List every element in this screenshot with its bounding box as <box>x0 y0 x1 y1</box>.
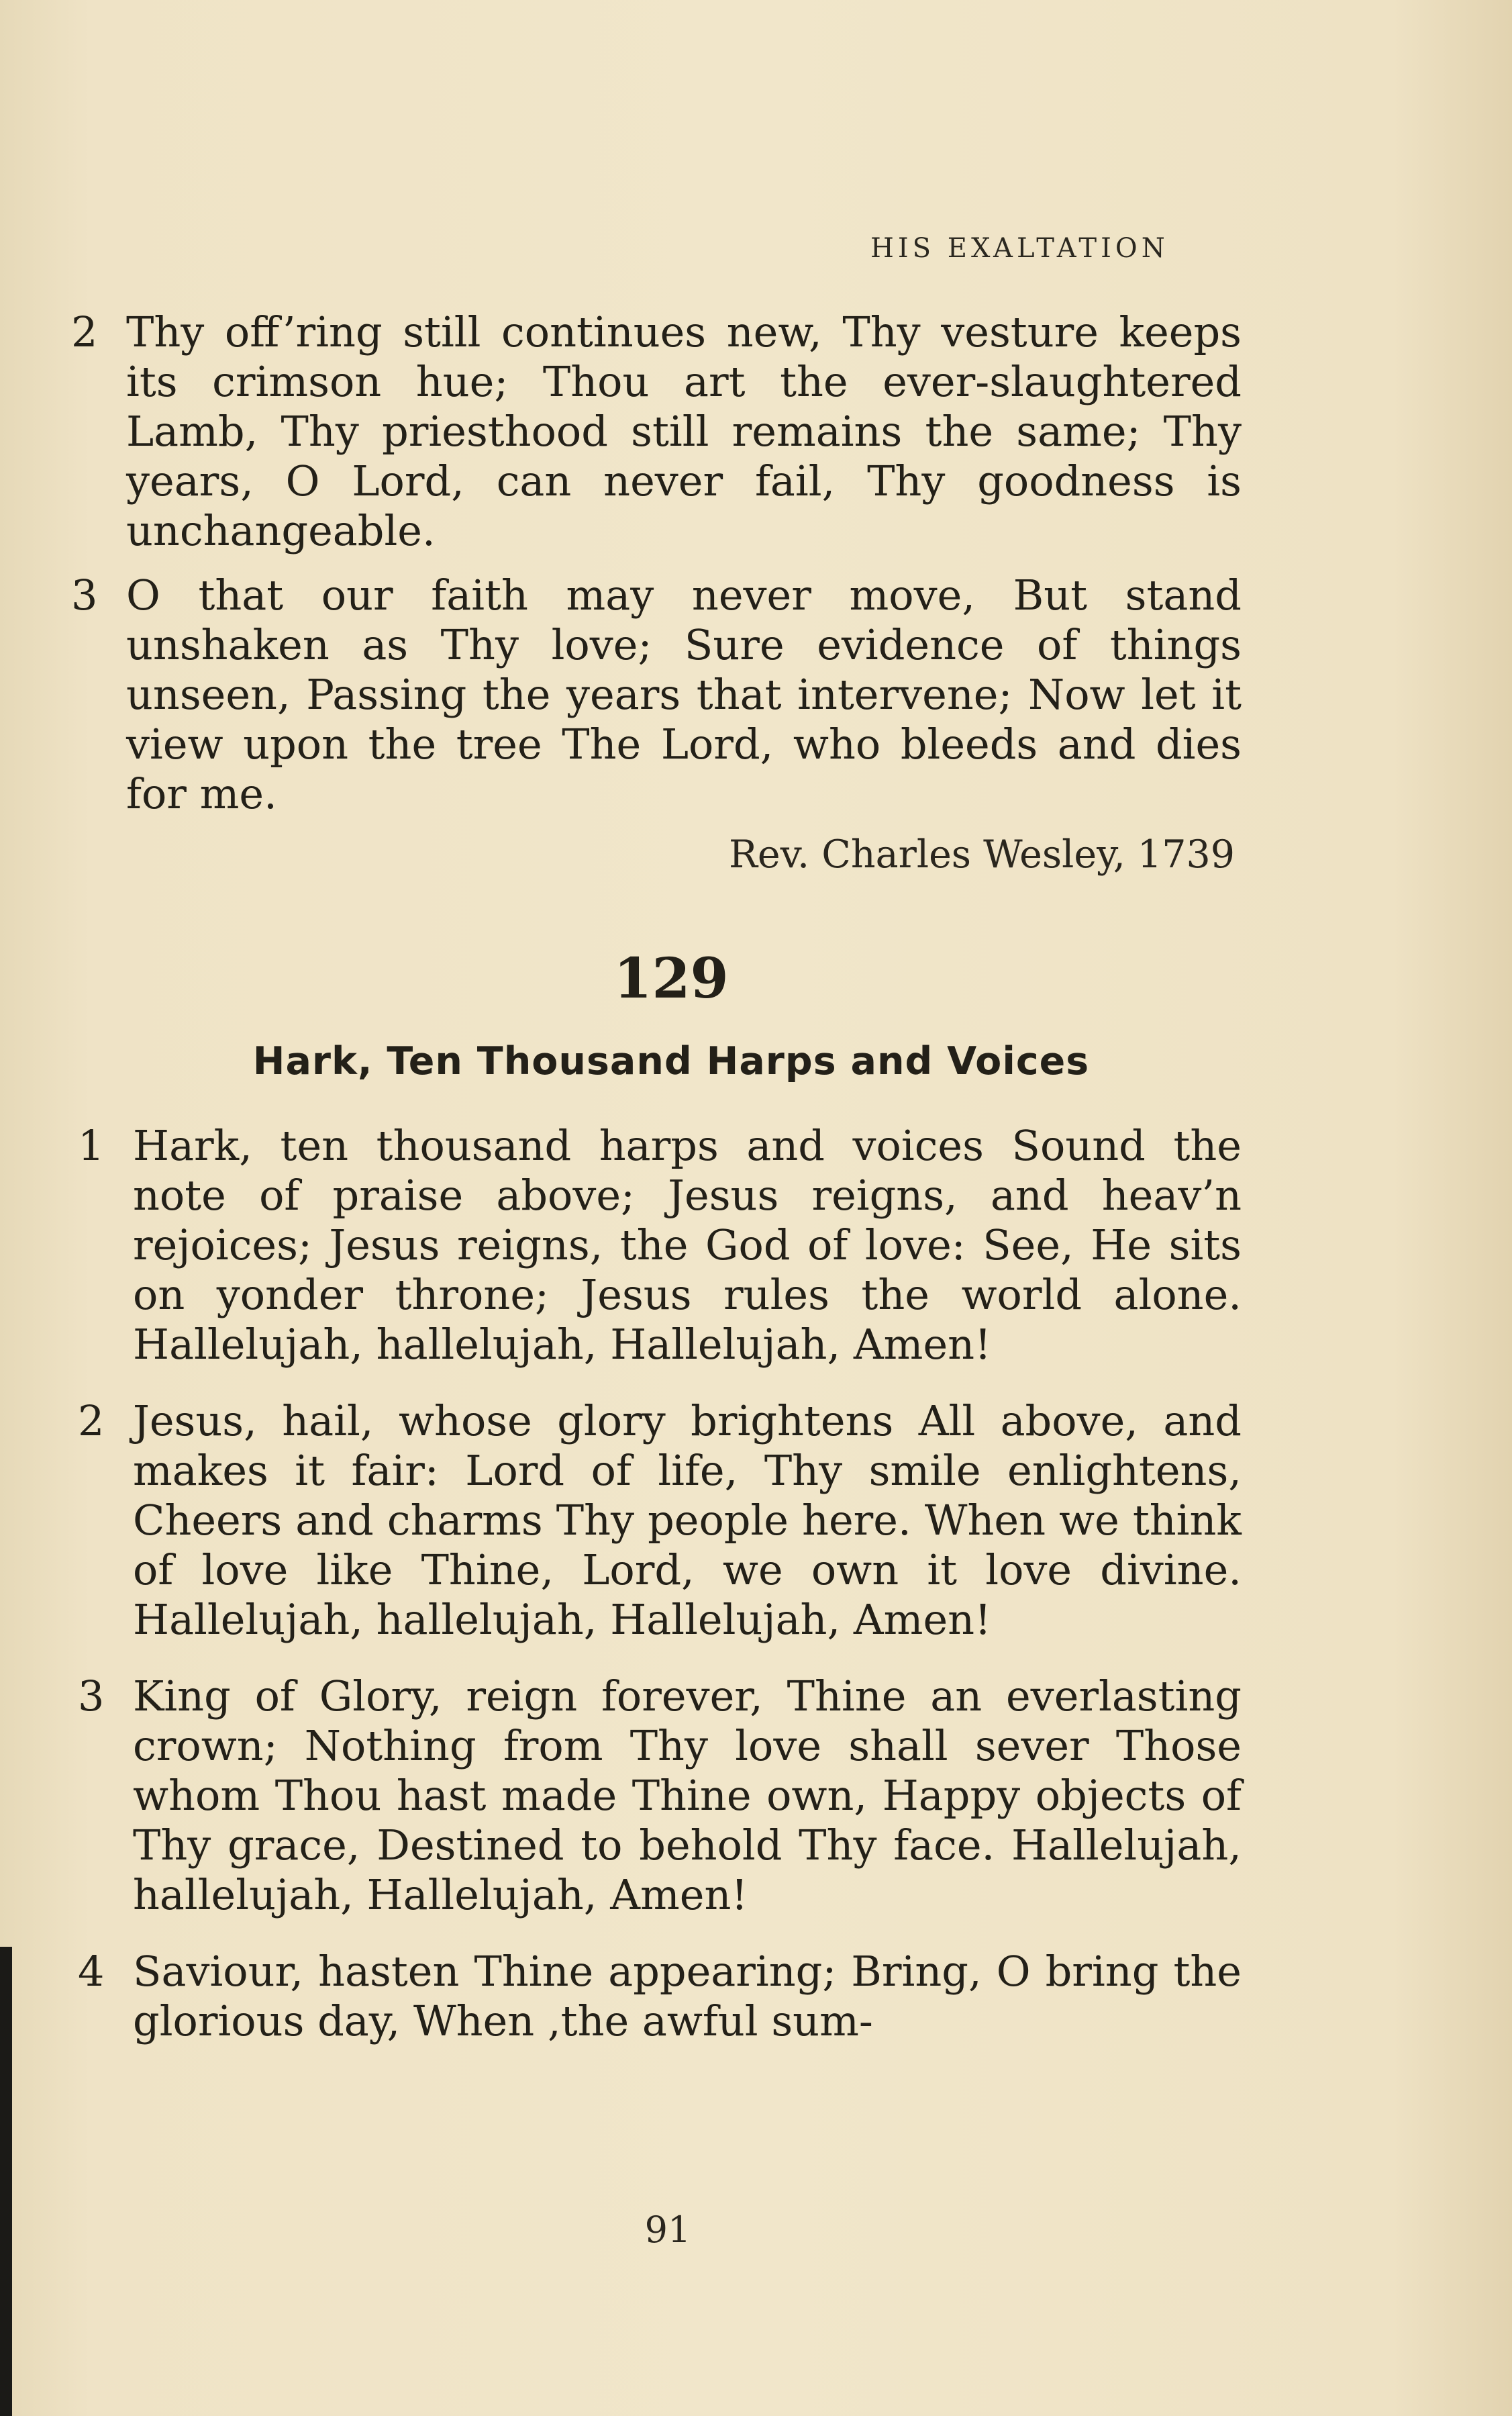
stanza-text: Jesus, hail, whose glory brightens All above, and makes it fair: Lord of life, Thy smile enlightens, Cheers and charms Thy people here. When we think of love like Thine, Lord, we own it love divine. Hallelujah, hallelujah, Hallelujah, Amen! <box>133 1396 1242 1644</box>
hymn-stanzas <box>72 1121 1242 2046</box>
stanza-text: Saviour, hasten Thine appearing; Bring, O bring the glorious day, When ,the awful sum- <box>133 1947 1242 2045</box>
running-header: HIS EXALTATION <box>870 233 1169 264</box>
stanza-number: 4 <box>78 1947 105 1996</box>
book-binding-edge <box>0 1947 12 2416</box>
previous-hymn-stanzas <box>66 307 1242 819</box>
stanza-4 <box>72 1947 1242 2046</box>
stanza-2 <box>66 307 1242 556</box>
stanza-3 <box>66 571 1242 819</box>
stanza-number: 1 <box>78 1121 105 1170</box>
stanza-text: O that our faith may never move, But stand unshaken as Thy love; Sure evidence of things unseen, Passing the years that intervene; Now let it view upon the tree The Lord, who bleeds and dies for me. <box>126 571 1242 818</box>
stanza-number: 3 <box>71 571 98 620</box>
stanza-3 <box>72 1672 1242 1920</box>
hymn-title: Hark, Ten Thousand Harps and Voices <box>252 1039 1090 1083</box>
stanza-text: Thy off’ring still continues new, Thy vesture keeps its crimson hue; Thou art the ever-slaughtered Lamb, Thy priesthood still remains the same; Thy years, O Lord, can never fail, Thy goodness is unchangeable. <box>126 307 1242 555</box>
stanza-text: Hark, ten thousand harps and voices Sound the note of praise above; Jesus reigns, and heav’n rejoices; Jesus reigns, the God of love: See, He sits on yonder throne; Jesus rules the world alone. Hallelujah, hallelujah, Hallelujah, Amen! <box>133 1121 1242 1369</box>
stanza-number: 3 <box>78 1672 105 1721</box>
stanza-number: 2 <box>78 1396 105 1445</box>
author-attribution: Rev. Charles Wesley, 1739 <box>728 832 1235 877</box>
page-number: 91 <box>644 2209 691 2251</box>
stanza-2 <box>72 1396 1242 1645</box>
stanza-number: 2 <box>71 307 98 356</box>
hymn-number: 129 <box>613 947 729 1011</box>
stanza-1 <box>72 1121 1242 1369</box>
stanza-text: King of Glory, reign forever, Thine an everlasting crown; Nothing from Thy love shall sever Those whom Thou hast made Thine own, Happy objects of Thy grace, Destined to behold Thy face. Hallelujah, hallelujah, Hallelujah, Amen! <box>133 1672 1242 1919</box>
